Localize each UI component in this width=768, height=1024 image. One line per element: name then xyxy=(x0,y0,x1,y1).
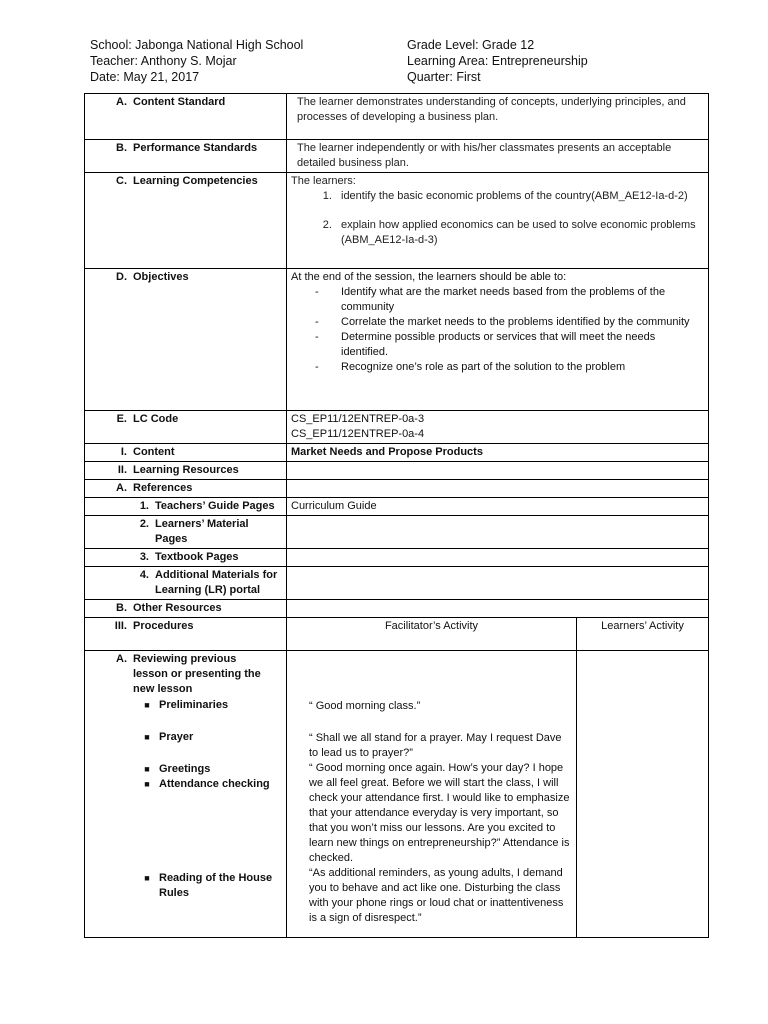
preliminaries-text: “ Good morning class.” xyxy=(309,700,421,712)
label-learning-competencies: Learning Competencies xyxy=(133,175,258,187)
learners-activity-cell xyxy=(577,651,709,938)
label-learners-material: Learners’ Material Pages xyxy=(155,518,249,545)
prayer-text: “ Shall we all stand for a prayer. May I request Dave to lead us to prayer?” xyxy=(309,732,562,759)
label-learning-resources: Learning Resources xyxy=(133,464,239,476)
facilitator-header: Facilitator’s Activity xyxy=(287,618,577,651)
objectives-cell xyxy=(287,269,709,411)
label-references: References xyxy=(133,482,193,494)
label-content-standard: Content Standard xyxy=(133,96,226,108)
lc-code-1: CS_EP11/12ENTREP-0a-3 xyxy=(291,413,425,425)
lc-code-2: CS_EP11/12ENTREP-0a-4 xyxy=(291,428,425,440)
step-house-rules: ■ Reading of the House Rules xyxy=(144,872,273,899)
step-preliminaries: ■ Preliminaries xyxy=(144,699,229,711)
content-standard-text: The learner demonstrates understanding of concepts, underlying principles, and processes of developing a business plan. xyxy=(287,94,709,140)
school-name: School: Jabonga National High School xyxy=(90,38,304,52)
step-greetings: ■ Greetings xyxy=(144,763,211,775)
row-lc-code: E. LC Code CS_EP11/12ENTREP-0a-3 CS_EP11/12ENTREP-0a-4 xyxy=(85,411,709,444)
objectives-intro: At the end of the session, the learners should be able to: xyxy=(291,271,567,283)
row-learning-resources: II. Learning Resources xyxy=(85,462,709,480)
house-rules-text: “As additional reminders, as young adults, I demand you to behave and act like one. Disturbing the class with your phone rings or loud chat or inattentiveness is a sign of disrespect.” xyxy=(309,867,564,924)
row-teachers-guide: 1. Teachers’ Guide Pages Curriculum Guide xyxy=(85,498,709,516)
label-other-resources: Other Resources xyxy=(133,602,222,614)
teacher-name: Teacher: Anthony S. Mojar xyxy=(90,54,237,68)
quarter: Quarter: First xyxy=(407,70,481,84)
row-learners-material: 2. Learners’ Material Pages xyxy=(85,516,709,549)
row-content: I. Content Market Needs and Propose Products xyxy=(85,444,709,462)
row-objectives: D. Objectives At the end of the session, the learners should be able to: - Identify what are the market needs based from the problems of the community - Correlate the market needs to the problems identified by the community - Determine possible products or services that will meet the needs identified. - Recognize one’s role as part of the solution to the problem xyxy=(85,269,709,411)
step-prayer: ■ Prayer xyxy=(144,731,194,743)
competency-item: 1. identify the basic economic problems of the country(ABM_AE12-Ia-d-2) xyxy=(335,189,704,204)
competencies-intro: The learners: xyxy=(291,175,356,187)
learning-area: Learning Area: Entrepreneurship xyxy=(407,54,588,68)
row-learning-competencies: C. Learning Competencies The learners: 1. identify the basic economic problems of the country(ABM_AE12-Ia-d-2) 2. explain how applied economics can be used to solve economic problems (ABM_AE12-Ia-d-3) xyxy=(85,173,709,269)
competencies-list xyxy=(291,189,704,248)
objective-item: - Identify what are the market needs based from the problems of the community xyxy=(315,286,666,313)
greetings-text: “ Good morning once again. How’s your day? I hope we all feel great. Before we will start the class, I will check your attendance first. I would like to emphasize that your attendance everyday is very important, so that you won’t miss our lessons. Are you excited to learn new things on entrepreneurship?” Attendance is checked. xyxy=(309,762,570,864)
competency-item: 2. explain how applied economics can be used to solve economic problems (ABM_AE12-Ia-d-3) xyxy=(335,218,704,248)
row-other-resources: B. Other Resources xyxy=(85,600,709,618)
row-procedures: III. Procedures Facilitator’s Activity Learners’ Activity xyxy=(85,618,709,651)
row-references: A. References xyxy=(85,480,709,498)
label-objectives: Objectives xyxy=(133,271,189,283)
facilitator-activity-cell xyxy=(287,651,577,938)
objective-item: - Correlate the market needs to the problems identified by the community xyxy=(315,316,690,328)
label-content: Content xyxy=(133,446,175,458)
row-additional-materials: 4. Additional Materials for Learning (LR) portal xyxy=(85,567,709,600)
performance-standards-text: The learner independently or with his/her classmates presents an acceptable detailed business plan. xyxy=(287,140,709,173)
label-performance-standards: Performance Standards xyxy=(133,142,258,154)
header-left xyxy=(90,37,303,85)
row-textbook: 3. Textbook Pages xyxy=(85,549,709,567)
objective-item: - Determine possible products or services that will meet the needs identified. xyxy=(315,331,656,358)
step-attendance: ■ Attendance checking xyxy=(144,778,270,790)
learning-competencies-cell xyxy=(287,173,709,269)
label-additional-materials: Additional Materials for Learning (LR) portal xyxy=(155,569,278,596)
row-reviewing: A. Reviewing previous lesson or presenting the new lesson ■ Preliminaries ■ Prayer ■ Greetings ■ Attendance checking ■ Reading of the House Rules “ Good morning class.” “ Shall we all stand for a prayer. May I request Dave to lead us to prayer?” “ Good morning once again. How’s your day? I hope we all feel great. Before we will start the class, I will check your attendance first. I would like to emphasize that your attendance everyday is very important, so that you won’t miss our lessons. Are you excited to learn new things on entrepreneurship?” Attendance is checked. “As additional reminders, as young adults, I demand you to behave and act like one. Disturbing the class with your phone rings or loud chat or inattentiveness is a sign of disrespect.” xyxy=(85,651,709,938)
row-performance-standards: B. Performance Standards The learner independently or with his/her classmates presents an acceptable detailed business plan. xyxy=(85,140,709,173)
objectives-list xyxy=(291,285,704,375)
label-procedures: Procedures xyxy=(133,620,194,632)
lc-code-cell xyxy=(287,411,709,444)
label-teachers-guide: Teachers’ Guide Pages xyxy=(155,500,275,512)
objective-item: - Recognize one’s role as part of the solution to the problem xyxy=(315,361,626,373)
learners-header: Learners’ Activity xyxy=(577,618,709,651)
row-content-standard: A. Content Standard The learner demonstrates understanding of concepts, underlying principles, and processes of developing a business plan. xyxy=(85,94,709,140)
label-textbook: Textbook Pages xyxy=(155,551,239,563)
lesson-date: Date: May 21, 2017 xyxy=(90,70,200,84)
teachers-guide-value: Curriculum Guide xyxy=(287,498,709,516)
content-value: Market Needs and Propose Products xyxy=(287,444,709,462)
label-reviewing: Reviewing previous lesson or presenting the new lesson xyxy=(133,653,261,695)
lesson-plan-table xyxy=(84,93,709,938)
label-lc-code: LC Code xyxy=(133,413,179,425)
grade-level: Grade Level: Grade 12 xyxy=(407,38,535,52)
header-right xyxy=(407,37,588,85)
